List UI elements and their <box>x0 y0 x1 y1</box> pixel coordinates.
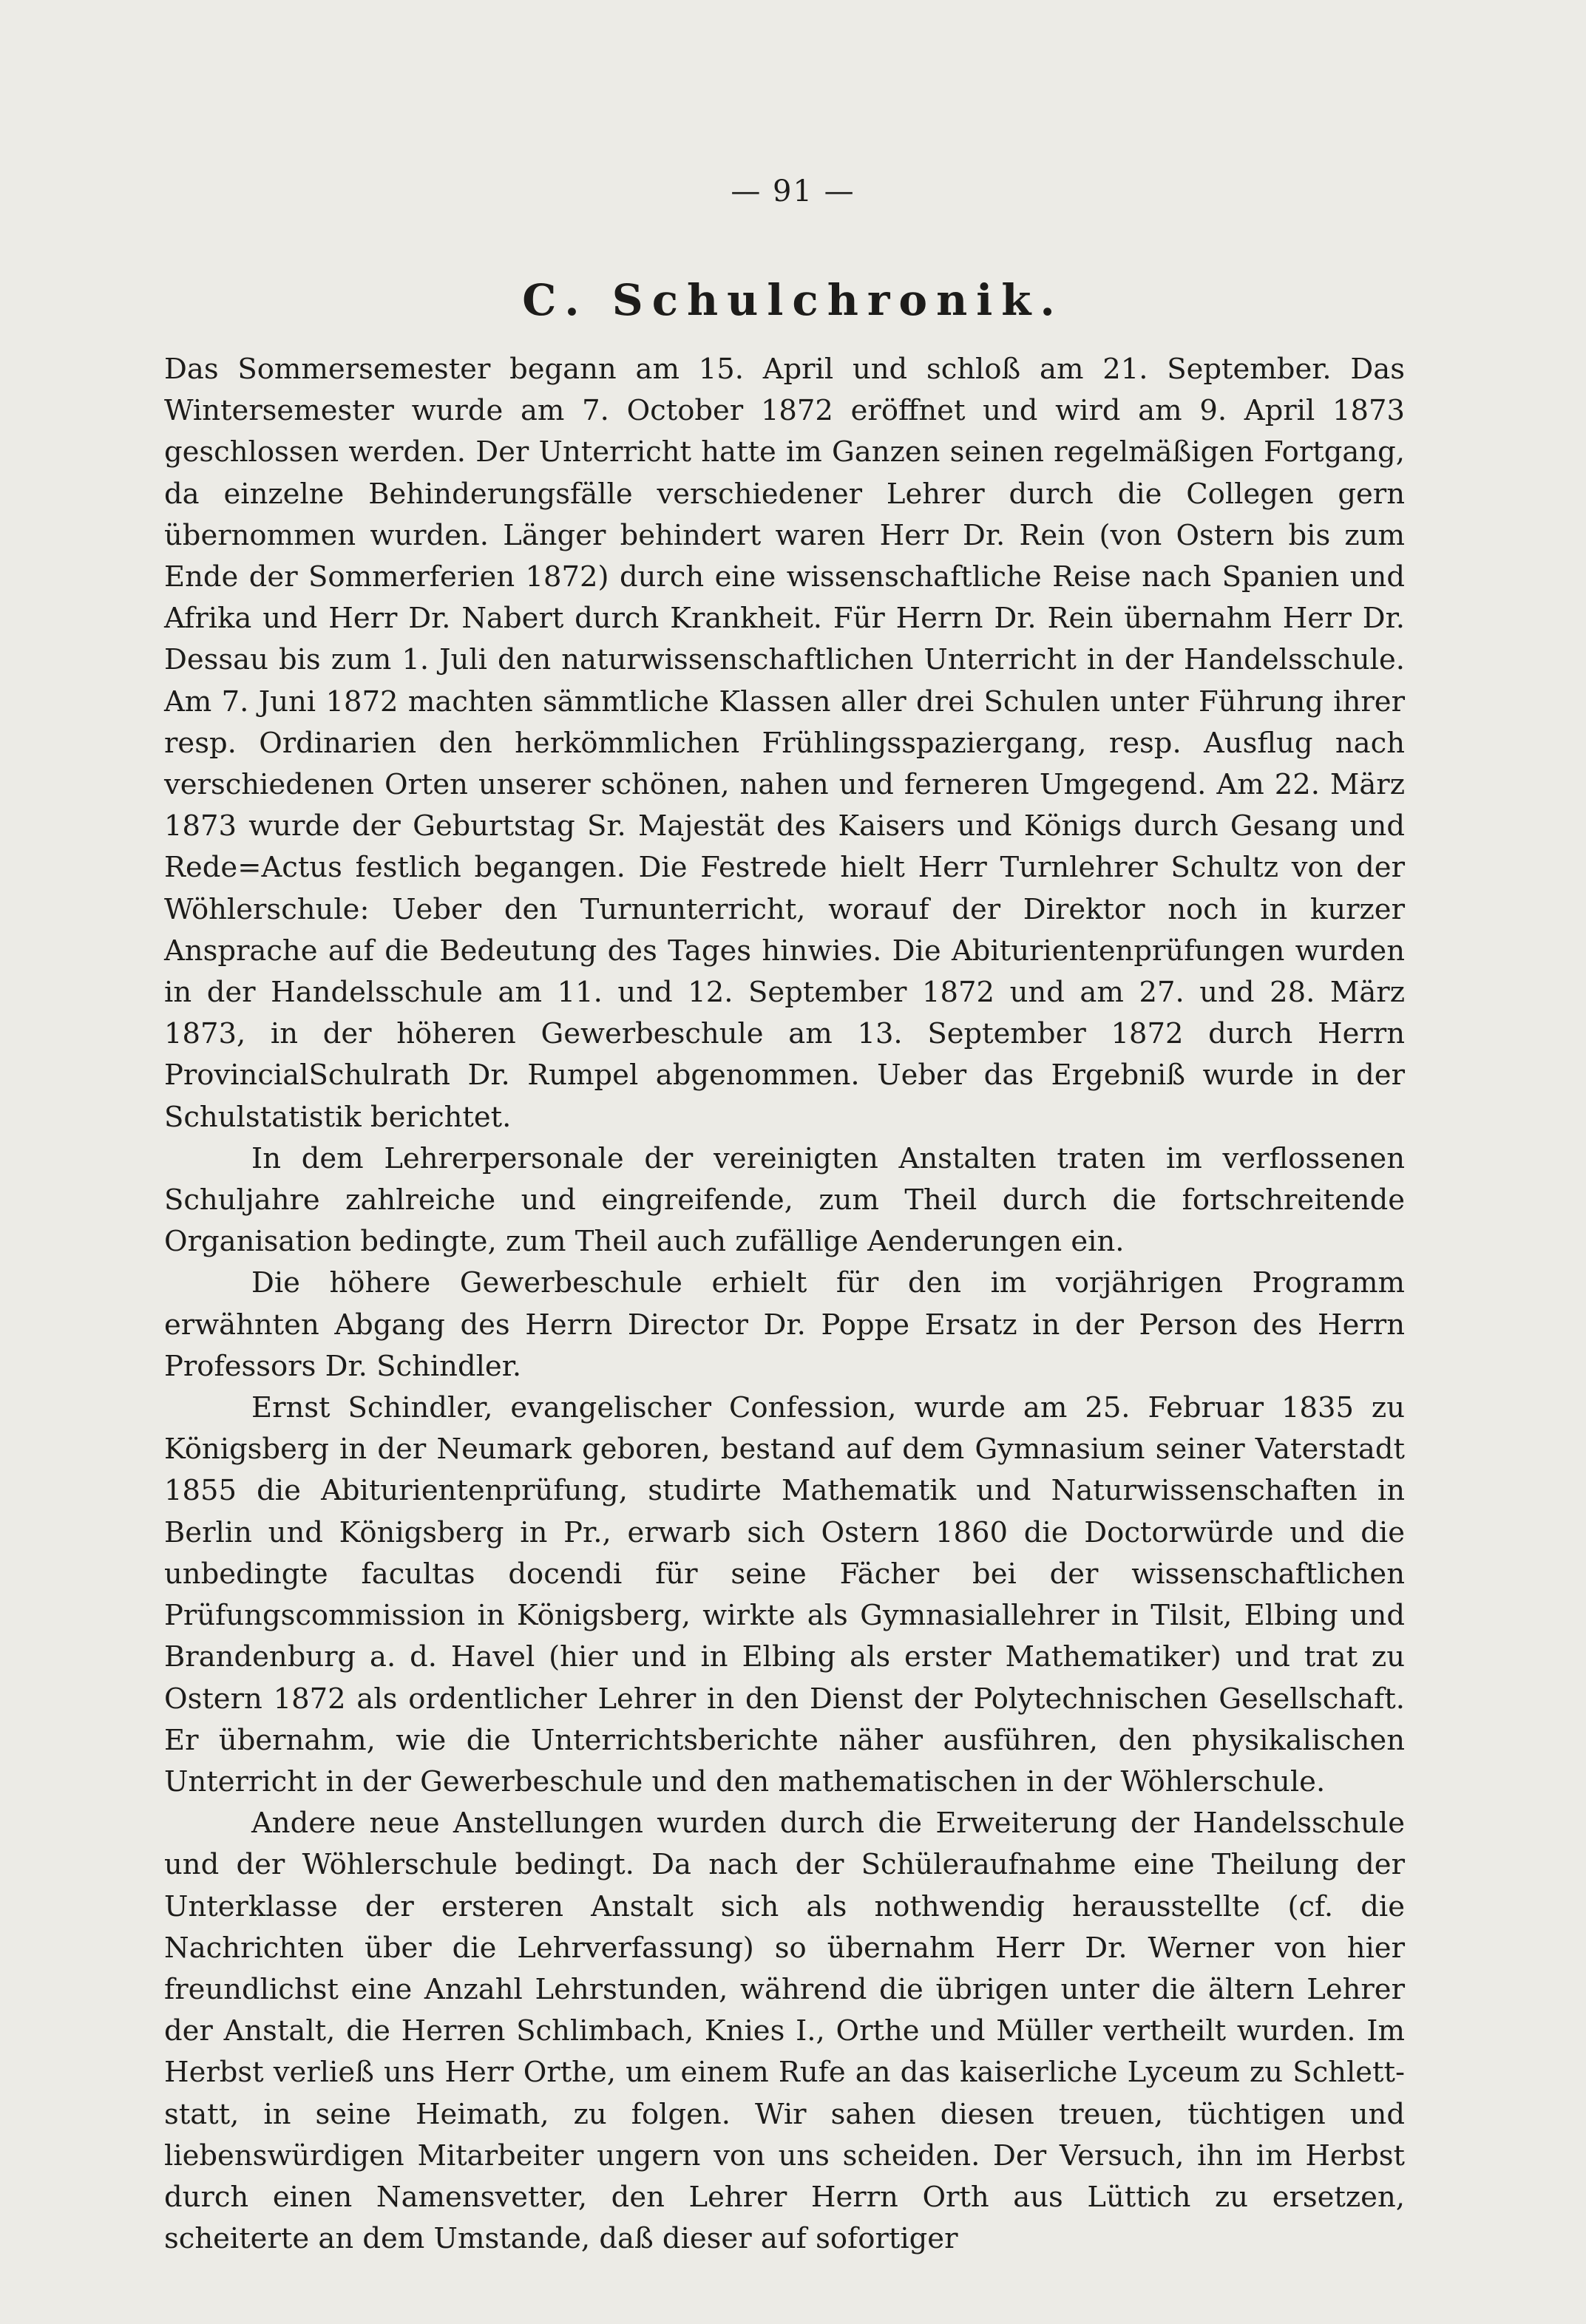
paragraph-2: In dem Lehrerpersonale der vereinigten Anstalten traten im verflossenen Schuljahre zahlreiche und eingreifende, zum Theil durch die fortschreitende Organisation bedingte, zum Theil auch zufällige Aenderungen ein. <box>164 1141 1405 1259</box>
body-text <box>164 349 1405 2260</box>
paragraph-4: Ernst Schindler, evangelischer Confession, wurde am 25. Februar 1835 zu Königsberg in der Neumark geboren, bestand auf dem Gymnasium seiner Vaterstadt 1855 die Abiturientenprüfung, studirte Mathematik und Naturwissenschaften in Berlin und Königsberg in Pr., erwarb sich Ostern 1860 die Doctorwürde und die unbedingte facultas docendi für seine Fächer bei der wissenschaftlichen Prüfungscommission in Königsberg, wirkte als Gymnasiallehrer in Tilsit, Elbing und Brandenburg a. d. Havel (hier und in Elbing als erster Mathematiker) und trat zu Ostern 1872 als ordentlicher Lehrer in den Dienst der Polytechnischen Gesellschaft. Er übernahm, wie die Unterrichtsberichte näher ausführen, den physikalischen Unterricht in der Gewerbeschule und den mathematischen in der Wöhlerschule. <box>164 1391 1405 1798</box>
paragraph-5: Andere neue Anstellungen wurden durch die Erweiterung der Handelsschule und der Wöhlerschule bedingt. Da nach der Schüleraufnahme eine Theilung der Unterklasse der ersteren Anstalt sich als nothwendig herausstellte (cf. die Nachrichten über die Lehrverfassung) so übernahm Herr Dr. Werner von hier freundlichst eine Anzahl Lehrstunden, während die übrigen unter die ältern Lehrer der Anstalt, die Herren Schlimbach, Knies I., Orthe und Müller vertheilt wurden. Im Herbst verließ uns Herr Orthe, um einem Rufe an das kaiserliche Lyceum zu Schlettstatt, in seine Heimath, zu folgen. Wir sahen diesen treuen, tüchtigen und liebenswürdigen Mitarbeiter ungern von uns scheiden. Der Versuch, ihn im Herbst durch einen Namensvetter, den Lehrer Herrn Orth aus Lüttich zu ersetzen, scheiterte an dem Umstande, daß dieser auf sofortiger <box>164 1807 1405 2256</box>
paragraph-3: Die höhere Gewerbeschule erhielt für den im vorjährigen Programm erwähnten Abgang des Herrn Director Dr. Poppe Ersatz in der Person des Herrn Professors Dr. Schindler. <box>164 1266 1405 1383</box>
paragraph-1: Das Sommersemester begann am 15. April und schloß am 21. September. Das Wintersemester wurde am 7. October 1872 eröffnet und wird am 9. April 1873 geschlossen werden. Der Unterricht hatte im Ganzen seinen regelmäßigen Fortgang, da einzelne Behinderungsfälle verschiedener Lehrer durch die Collegen gern übernommen wurden. Länger behindert waren Herr Dr. Rein (von Ostern bis zum Ende der Sommerferien 1872) durch eine wissenschaftliche Reise nach Spanien und Afrika und Herr Dr. Nabert durch Krankheit. Für Herrn Dr. Rein übernahm Herr Dr. Dessau bis zum 1. Juli den naturwissenschaftlichen Unterricht in der Handelsschule. Am 7. Juni 1872 machten sämmtliche Klassen aller drei Schulen unter Führung ihrer resp. Ordinarien den herkömmlichen Frühlingsspaziergang, resp. Ausflug nach verschiedenen Orten unserer schönen, nahen und ferneren Umgegend. Am 22. März 1873 wurde der Geburtstag Sr. Majestät des Kaisers und Königs durch Gesang und Rede=Actus festlich begangen. Die Festrede hielt Herr Turnlehrer Schultz von der Wöhlerschule: Ueber den Turnunterricht, worauf der Direktor noch in kurzer Ansprache auf die Bedeutung des Tages hinwies. Die Abiturientenprüfungen wurden in der Handelsschule am 11. und 12. September 1872 und am 27. und 28. März 1873, in der höheren Gewerbeschule am 13. September 1872 durch Herrn ProvincialSchulrath Dr. Rumpel abgenommen. Ueber das Ergebniß wurde in der Schulstatistik berichtet. <box>164 353 1405 1134</box>
section-title: C. Schulchronik. <box>522 275 1064 325</box>
page-number: — 91 — <box>731 174 855 208</box>
